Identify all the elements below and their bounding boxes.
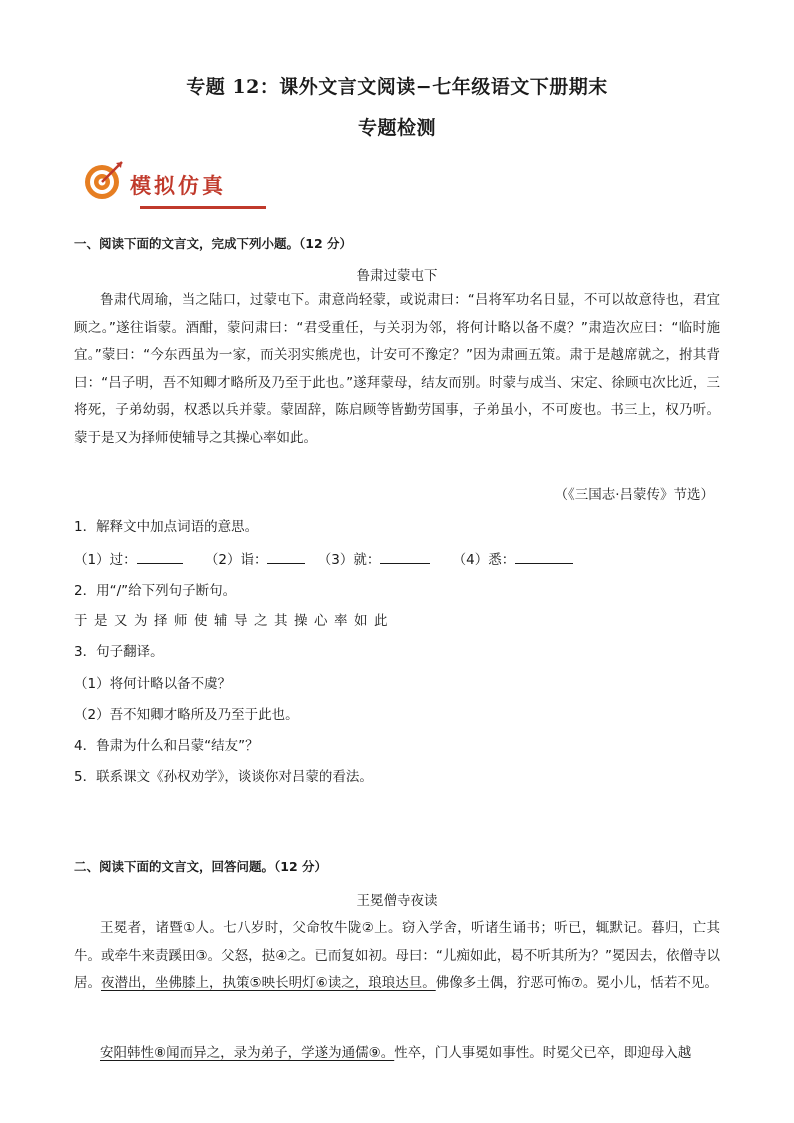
question-3-a: （1）将何计略以备不虞？ <box>74 676 232 692</box>
question-2-sentence: 于是又为择师使辅导之其操心率如此 <box>74 613 394 629</box>
q1-item-1-label: （1）过： <box>74 552 137 568</box>
q1-item-2-label: （2）诣： <box>204 552 268 568</box>
question-2: 2．用“/”给下列句子断句。 <box>74 583 237 599</box>
section2-heading: 二、阅读下面的文言文，回答问题。（12 分） <box>74 859 327 874</box>
document-title-line1: 专题 12：课外文言文阅读−七年级语文下册期末 <box>186 76 608 98</box>
question-3: 3．句子翻译。 <box>74 644 164 660</box>
target-dart-icon <box>85 162 122 199</box>
section2-passage-title: 王冕僧寺夜读 <box>356 893 438 909</box>
section2-p2-underlined: 安阳韩性⑧闻而异之，录为弟子，学遂为通儒⑨。 <box>100 1045 395 1061</box>
section2-p1-underlined: 夜潜出，坐佛膝上，执策⑤映长明灯⑥读之，琅琅达旦。 <box>101 975 436 991</box>
q1-item-2-blank[interactable] <box>267 549 305 564</box>
q1-item-4-label: （4）悉： <box>452 552 516 568</box>
section2-p1-text-a: 王冕者，诸暨①人。七八岁时，父命牧牛陇②上。窃入学舍，听诸生诵书；听已，辄默记。暮归，亡其牛。或牵牛来责蹊田③。父怒，挞④之。已而复如初。母曰：“儿痴如此，曷不听其所为？”冕因去，依僧寺以居。 <box>74 920 720 991</box>
section1-passage <box>74 287 720 452</box>
section2-paragraph-2 <box>74 1040 720 1068</box>
banner-underline <box>140 206 266 209</box>
banner-label: 模拟仿真 <box>130 174 226 198</box>
question-4: 4．鲁肃为什么和吕蒙“结友”？ <box>74 738 259 754</box>
question-3-b: （2）吾不知卿才略所及乃至于此也。 <box>74 707 299 723</box>
q1-item-1-blank[interactable] <box>137 549 183 564</box>
question-5: 5．联系课文《孙权劝学》，谈谈你对吕蒙的看法。 <box>74 769 373 785</box>
section2-paragraph-1 <box>74 915 720 998</box>
section1-heading: 一、阅读下面的文言文，完成下列小题。（12 分） <box>74 236 352 251</box>
section2-p2-text-b: 性卒，门人事冕如事性。时冕父已卒，即迎母入越 <box>394 1045 692 1061</box>
question-1-items <box>74 548 573 568</box>
section1-passage-title: 鲁肃过蒙屯下 <box>356 268 438 284</box>
section2-p1-text-b: 佛像多土偶，狞恶可怖⑦。冕小儿，恬若不见。 <box>435 975 718 991</box>
q1-item-3-label: （3）就： <box>317 552 381 568</box>
section1-source: （《三国志·吕蒙传》节选） <box>554 487 714 503</box>
section1-passage-text: 鲁肃代周瑜，当之陆口，过蒙屯下。肃意尚轻蒙，或说肃曰：“吕将军功名日显，不可以故意待也，君宜顾之。”遂往诣蒙。酒酣，蒙问肃曰：“君受重任，与关羽为邻，将何计略以备不虞？”肃造次应曰：“临时施宜。”蒙曰：“今东西虽为一家，而关羽实熊虎也，计安可不豫定？”因为肃画五策。肃于是越席就之，拊其背曰：“吕子明，吾不知卿才略所及乃至于此也。”遂拜蒙母，结友而别。时蒙与成当、宋定、徐顾屯次比近，三将死，子弟幼弱，权悉以兵并蒙。蒙固辞，陈启顾等皆勤劳国事，子弟虽小，不可废也。书三上，权乃听。蒙于是又为择师使辅导之其操心率如此。 <box>74 292 720 446</box>
q1-item-3-blank[interactable] <box>380 549 430 564</box>
question-1: 1．解释文中加点词语的意思。 <box>74 519 259 535</box>
document-title-line2: 专题检测 <box>357 117 436 139</box>
q1-item-4-blank[interactable] <box>515 549 573 564</box>
